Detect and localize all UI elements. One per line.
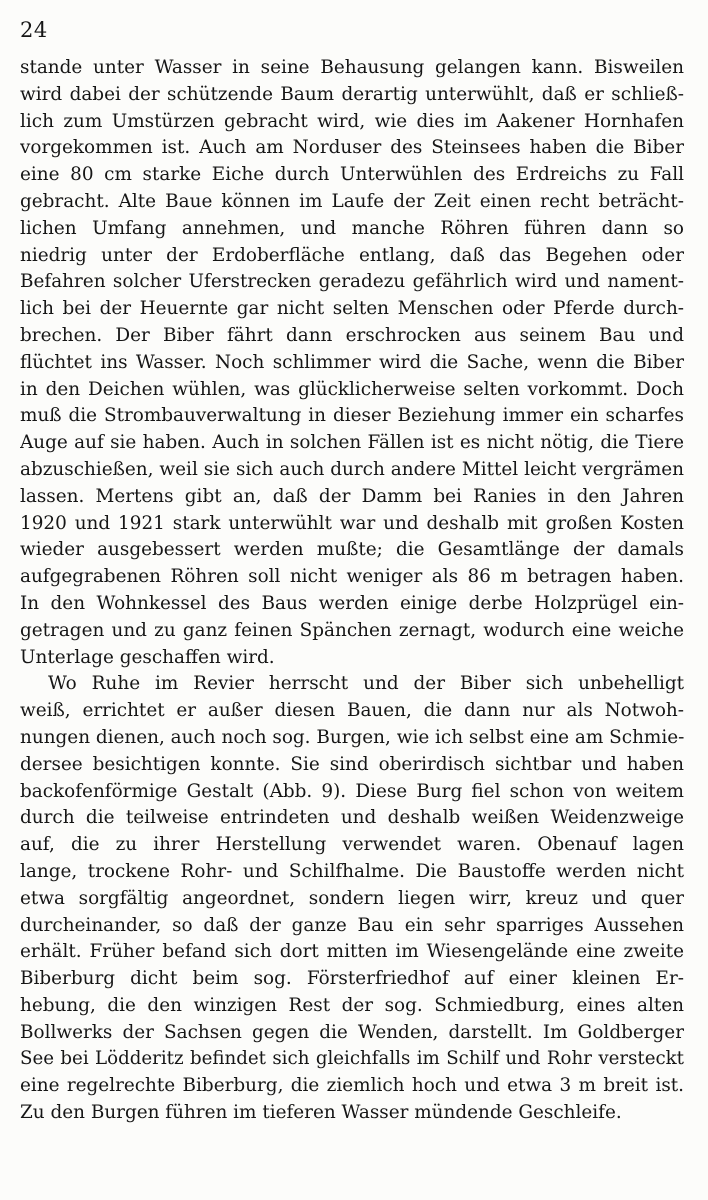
- text-line: lich bei der Heuernte gar nicht selten Menschen oder Pferde durch-: [20, 298, 684, 320]
- text-line: wird dabei der schützende Baum derartig unterwühlt, daß er schließ-: [20, 83, 684, 105]
- text-line: See bei Lödderitz befindet sich gleichfalls im Schilf und Rohr versteckt: [20, 1048, 684, 1070]
- page-number: 24: [20, 18, 48, 42]
- text-line: lange, trockene Rohr- und Schilfhalme. Die Baustoffe werden nicht: [20, 860, 684, 882]
- text-line: durch die teilweise entrindeten und deshalb weißen Weidenzweige: [20, 807, 684, 829]
- text-line: lich zum Umstürzen gebracht wird, wie dies im Aakener Hornhafen: [20, 110, 684, 132]
- text-line: getragen und zu ganz feinen Spänchen zernagt, wodurch eine weiche: [20, 619, 684, 641]
- text-line: lassen. Mertens gibt an, daß der Damm bei Ranies in den Jahren: [20, 485, 684, 507]
- text-line: brechen. Der Biber fährt dann erschrocken aus seinem Bau und: [20, 324, 684, 346]
- text-line: In den Wohnkessel des Baus werden einige derbe Holzprügel ein-: [20, 592, 684, 614]
- text-line: in den Deichen wühlen, was glücklicherweise selten vorkommt. Doch: [20, 378, 684, 400]
- body-text: [20, 55, 684, 1127]
- text-line: Zu den Burgen führen im tieferen Wasser mündende Geschleife.: [20, 1102, 622, 1124]
- text-line: hebung, die den winzigen Rest der sog. Schmiedburg, eines alten: [20, 994, 684, 1016]
- text-line: weiß, errichtet er außer diesen Bauen, die dann nur als Notwoh-: [20, 700, 684, 722]
- text-line: Bollwerks der Sachsen gegen die Wenden, darstellt. Im Goldberger: [20, 1021, 684, 1043]
- text-line: abzuschießen, weil sie sich auch durch andere Mittel leicht vergrämen: [20, 458, 684, 480]
- text-line: muß die Strombauverwaltung in dieser Beziehung immer ein scharfes: [20, 405, 684, 427]
- text-line: eine 80 cm starke Eiche durch Unterwühlen des Erdreichs zu Fall: [20, 164, 684, 186]
- text-line: Unterlage geschaffen wird.: [20, 646, 275, 668]
- text-line: durcheinander, so daß der ganze Bau ein sehr sparriges Aussehen: [20, 914, 684, 936]
- text-line: lichen Umfang annehmen, und manche Röhren führen dann so: [20, 217, 684, 239]
- text-line: aufgegrabenen Röhren soll nicht weniger als 86 m betragen haben.: [20, 566, 684, 588]
- text-line: dersee besichtigen konnte. Sie sind oberirdisch sichtbar und haben: [20, 753, 684, 775]
- text-line: wieder ausgebessert werden mußte; die Gesamtlänge der damals: [20, 539, 684, 561]
- text-line: nungen dienen, auch noch sog. Burgen, wie ich selbst eine am Schmie-: [20, 726, 684, 748]
- text-line: vorgekommen ist. Auch am Norduser des Steinsees haben die Biber: [20, 137, 684, 159]
- text-line: Auge auf sie haben. Auch in solchen Fällen ist es nicht nötig, die Tiere: [20, 432, 684, 454]
- text-line: auf, die zu ihrer Herstellung verwendet waren. Obenauf lagen: [20, 834, 684, 856]
- text-line: niedrig unter der Erdoberfläche entlang, daß das Begehen oder: [20, 244, 684, 266]
- text-line: stande unter Wasser in seine Behausung gelangen kann. Bisweilen: [20, 57, 684, 78]
- text-line: eine regelrechte Biberburg, die ziemlich hoch und etwa 3 m breit ist.: [20, 1075, 684, 1097]
- text-line: Biberburg dicht beim sog. Försterfriedhof auf einer kleinen Er-: [20, 968, 684, 990]
- text-line: etwa sorgfältig angeordnet, sondern liegen wirr, kreuz und quer: [20, 887, 684, 909]
- text-line: 1920 und 1921 stark unterwühlt war und deshalb mit großen Kosten: [20, 512, 684, 534]
- text-line: Befahren solcher Uferstrecken geradezu gefährlich wird und nament-: [20, 271, 684, 293]
- text-line: Wo Ruhe im Revier herrscht und der Biber sich unbehelligt: [48, 673, 684, 695]
- text-line: gebracht. Alte Baue können im Laufe der Zeit einen recht beträcht-: [20, 190, 684, 212]
- text-line: flüchtet ins Wasser. Noch schlimmer wird die Sache, wenn die Biber: [20, 351, 684, 373]
- text-line: erhält. Früher befand sich dort mitten im Wiesengelände eine zweite: [20, 941, 684, 963]
- text-line: backofenförmige Gestalt (Abb. 9). Diese Burg fiel schon von weitem: [20, 780, 684, 802]
